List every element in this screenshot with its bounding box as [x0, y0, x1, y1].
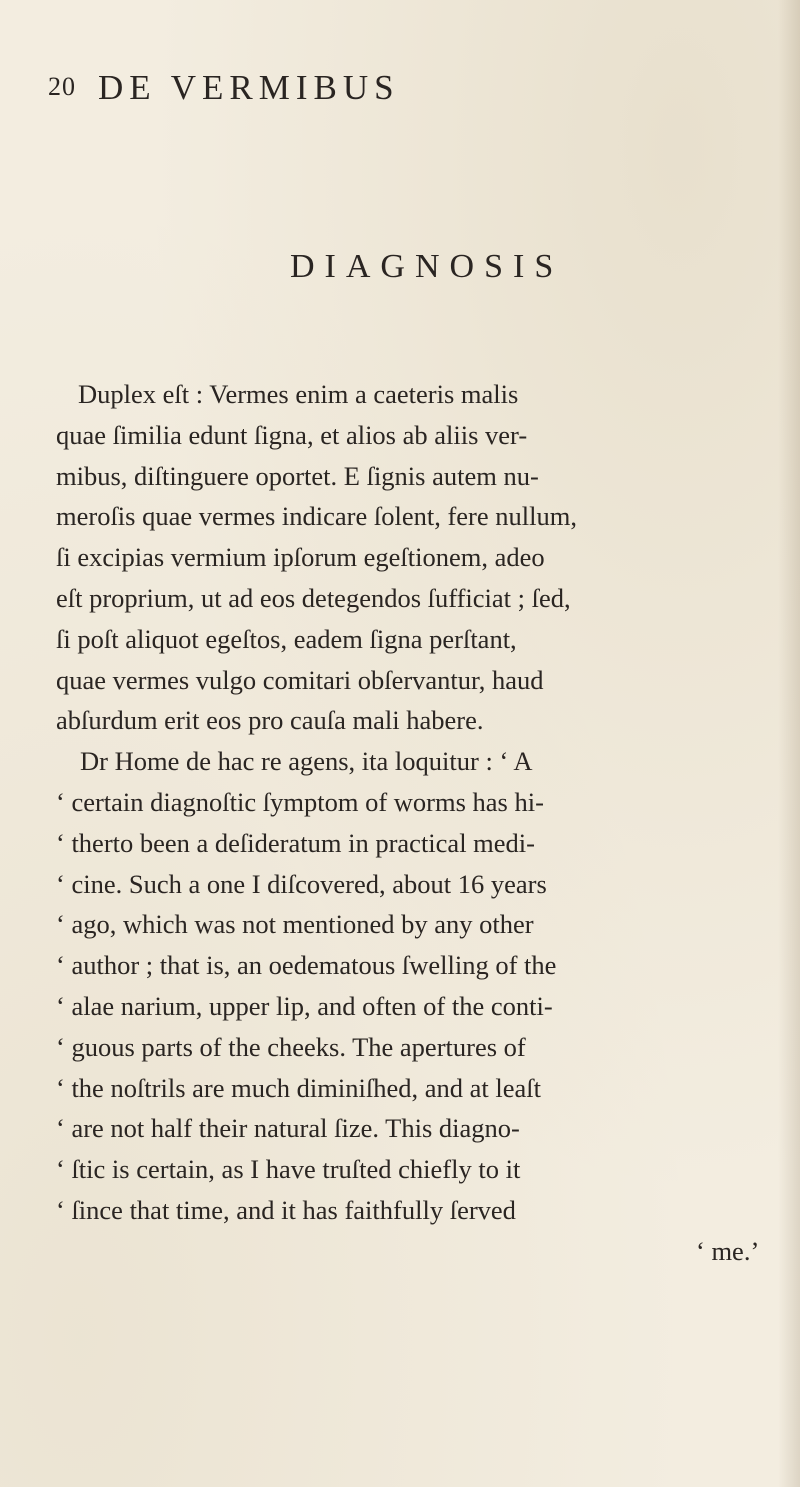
- text-line: ‘ ago, which was not mentioned by any other: [56, 909, 534, 940]
- text-line: ſi poſt aliquot egeſtos, eadem ſigna perſtant,: [56, 623, 517, 654]
- text-line: ‘ the noſtrils are much diminiſhed, and at leaſt: [56, 1072, 541, 1103]
- text-line: ‘ are not half their natural ſize. This diagno-: [56, 1113, 520, 1144]
- text-line: ‘ alae narium, upper lip, and often of the conti-: [56, 990, 553, 1021]
- text-line: ſi excipias vermium ipſorum egeſtionem, adeo: [56, 542, 545, 573]
- text-line: ‘ me.’: [696, 1235, 760, 1266]
- text-line: quae vermes vulgo comitari obſervantur, haud: [56, 664, 544, 695]
- text-line: mibus, diſtinguere oportet. E ſignis autem nu-: [56, 460, 539, 491]
- running-head: [48, 68, 748, 108]
- page-edge-shadow: [778, 0, 800, 1487]
- text-line: abſurdum erit eos pro cauſa mali habere.: [56, 705, 484, 736]
- text-line: meroſis quae vermes indicare ſolent, fere nullum,: [56, 501, 577, 532]
- text-line: ‘ guous parts of the cheeks. The apertures of: [56, 1031, 526, 1062]
- text-line: Dr Home de hac re agens, ita loquitur : ‘ A: [80, 746, 533, 777]
- text-line: ‘ cine. Such a one I diſcovered, about 16 years: [56, 868, 547, 899]
- page-number: 20: [48, 72, 76, 101]
- body-text: [56, 374, 768, 1272]
- text-line: quae ſimilia edunt ſigna, et alios ab aliis ver-: [56, 419, 528, 450]
- text-line: ‘ author ; that is, an oedematous ſwelling of the: [56, 950, 557, 981]
- text-line: Duplex eſt : Vermes enim a caeteris malis: [78, 379, 519, 409]
- section-heading: DIAGNOSIS: [290, 248, 564, 285]
- text-line: ‘ certain diagnoſtic ſymptom of worms has hi-: [56, 786, 544, 817]
- text-line: ‘ ſince that time, and it has faithfully ſerved: [56, 1194, 516, 1225]
- text-line: ‘ ſtic is certain, as I have truſted chiefly to it: [56, 1154, 521, 1185]
- text-line: eſt proprium, ut ad eos detegendos ſufficiat ; ſed,: [56, 582, 571, 613]
- running-title: DE VERMIBUS: [98, 68, 400, 107]
- text-line: ‘ therto been a deſideratum in practical medi-: [56, 827, 535, 858]
